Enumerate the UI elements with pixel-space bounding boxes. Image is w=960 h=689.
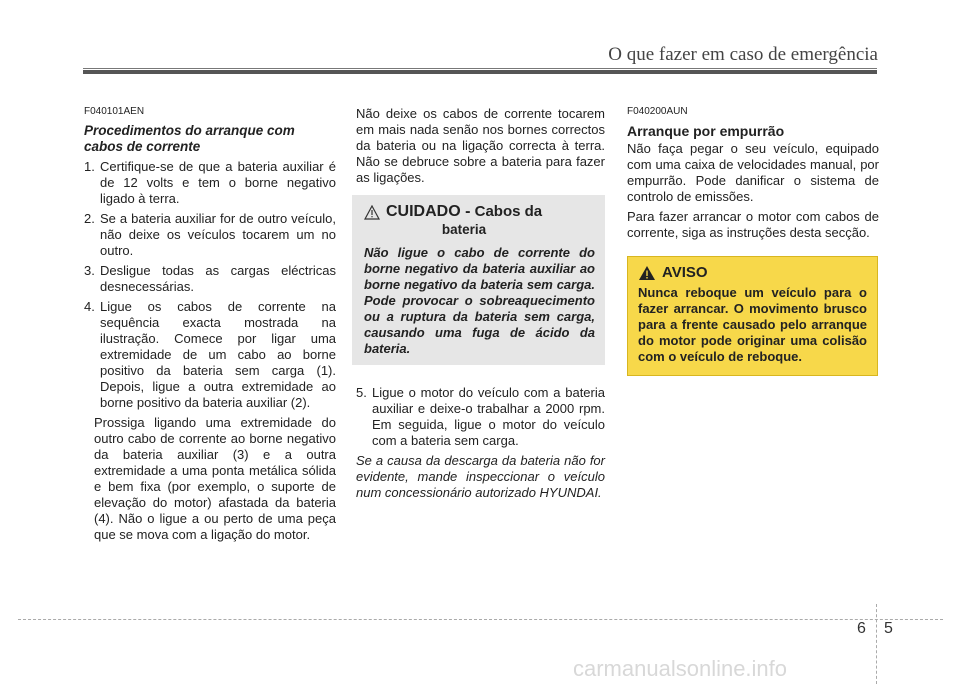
caution-subject: Cabos da [474,203,543,220]
step-number: 2. [84,211,95,226]
column-middle [356,106,605,505]
step-text: Se a bateria auxiliar for de outro veículo, não deixe os veículos tocarem um no outro. [100,211,336,258]
step-text: Certifique-se de que a bateria auxiliar é de 12 volts e tem o borne negativo ligado à terra. [100,159,336,206]
step-text: Ligue os cabos de corrente na sequência exacta mostrada na ilustração. Comece por ligar uma extremidade de um cabo ao borne positivo da bateria sem carga (1). Depois, ligue a outra extremidade ao borne positivo da bateria auxiliar (2). [100,299,336,410]
caution-box [352,195,605,365]
section-code: F040200AUN [627,106,688,117]
step-number: 3. [84,263,95,278]
note-paragraph: Se a causa da descarga da bateria não for evidente, mande inspeccionar o veículo num concessionário autorizado HYUNDAI. [356,453,605,500]
caution-header [364,203,595,239]
step-text: Ligue o motor do veículo com a bateria auxiliar e deixe-o trabalhar a 2000 rpm. Em seguida, ligue o motor do veículo com a bateria sem carga. [372,385,605,448]
page-number-divider [876,604,877,684]
step-2 [84,211,336,259]
column-right [627,106,879,376]
caution-title [386,203,542,239]
step-text: Desligue todas as cargas eléctricas desnecessárias. [100,263,336,294]
caution-label: CUIDADO - [386,203,471,220]
page-header-title: O que fazer em caso de emergência [608,44,878,65]
step-1 [84,159,336,207]
step-number: 5. [356,385,367,400]
page-number: 5 [884,620,893,637]
column-left [84,106,336,547]
warning-triangle-icon [364,205,380,220]
step-number: 4. [84,299,95,314]
step-4-continuation: Prossiga ligando uma extremidade do outro cabo de corrente ao borne negativo da bateria auxiliar (3) e a outra extremidade a uma ponta metálica sólida e bem fixa (por exemplo, o suporte de elevação do motor) afastada da bateria (4). Não o ligue a ou perto de uma peça que se mova com a ligação do motor. [94,415,336,542]
step-4 [84,299,336,411]
warning-header [638,265,867,281]
caution-text: Não ligue o cabo de corrente do borne negativo da bateria auxiliar ao borne negativo da bateria sem carga. Pode provocar o sobreaquecimento ou a ruptura da bateria sem carga, causando uma fuga de ácido da bateria. [364,245,595,356]
section-number: 6 [857,620,866,637]
caution-subject-line2: bateria [441,222,487,237]
paragraph-1: Não faça pegar o seu veículo, equipado com uma caixa de velocidades manual, por empurrão. Pode danificar o sistema de controlo de emissões. [627,141,879,204]
paragraph-2: Para fazer arrancar o motor com cabos de corrente, siga as instruções desta secção. [627,209,879,240]
warning-box [627,256,878,376]
header-rule [83,68,877,74]
section-heading: Arranque por empurrão [627,123,785,139]
warning-triangle-icon [638,265,656,281]
step-number: 1. [84,159,95,174]
step-5 [356,385,605,449]
footer-rule [18,619,943,620]
watermark: carmanualsonline.info [573,656,788,681]
step-3 [84,263,336,295]
section-subtitle: Procedimentos do arranque com cabos de corrente [84,123,295,154]
section-code: F040101AEN [84,106,145,117]
warning-title: AVISO [662,264,708,281]
intro-paragraph: Não deixe os cabos de corrente tocarem em mais nada senão nos bornes correctos da bateria ou na ligação correcta à terra. Não se debruce sobre a bateria para fazer as ligações. [356,106,605,185]
warning-text: Nunca reboque um veículo para o fazer arrancar. O movimento brusco para a frente causado pelo arranque do motor pode originar uma colisão com o veículo de reboque. [638,285,867,364]
